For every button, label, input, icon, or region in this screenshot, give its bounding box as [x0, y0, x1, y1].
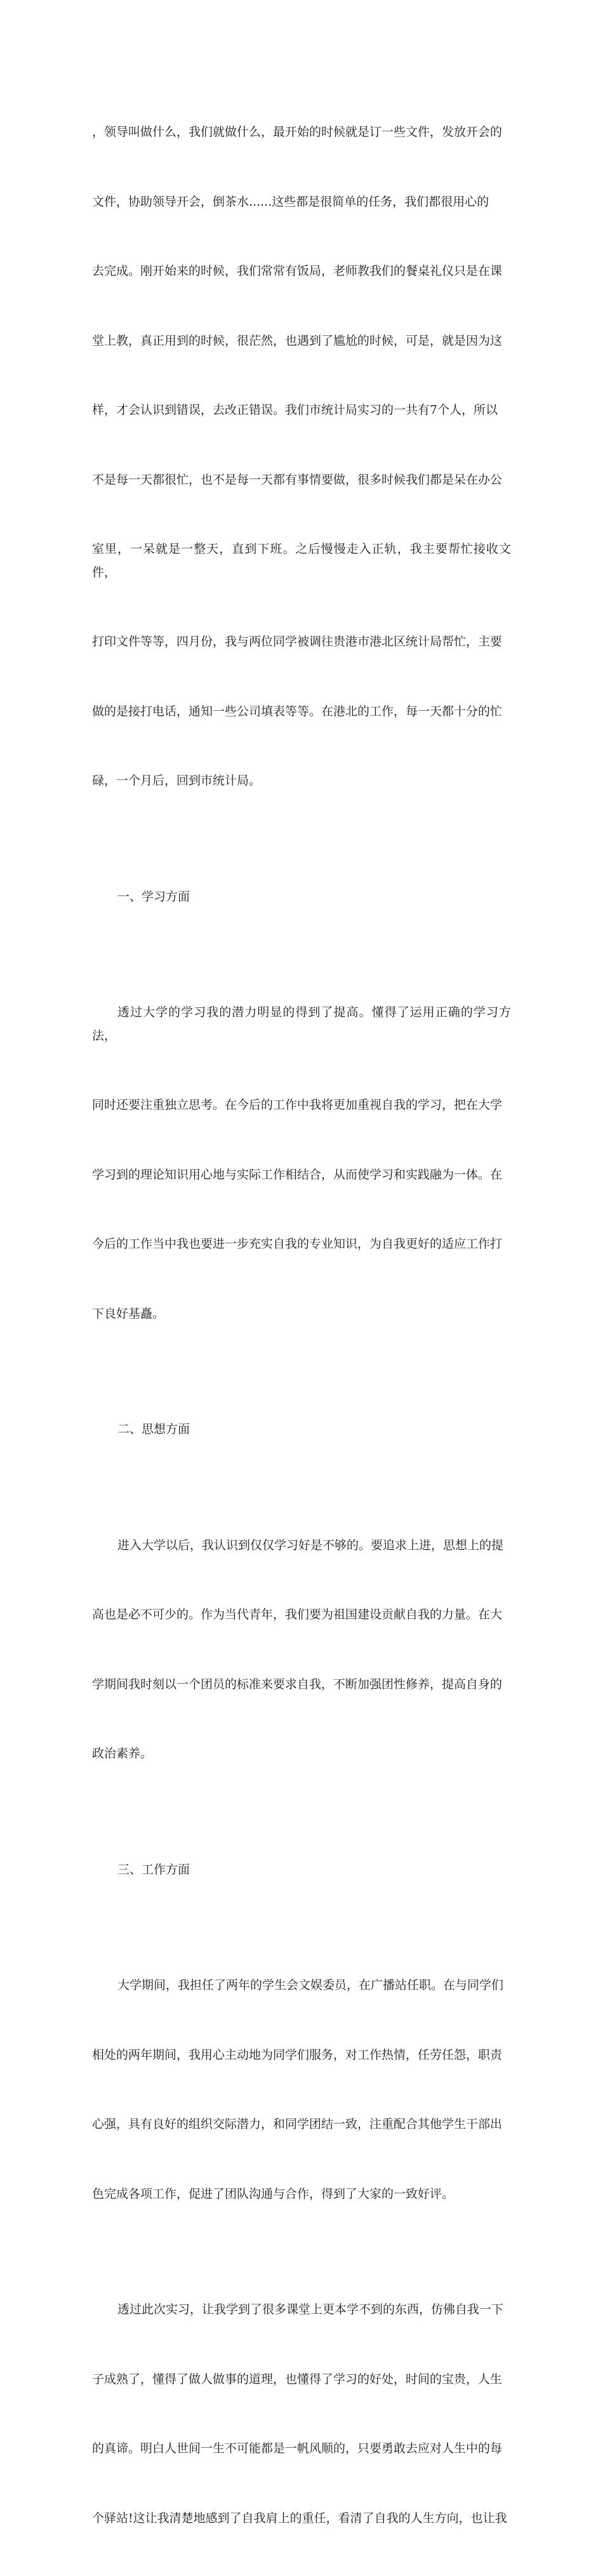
text-line: 学期间我时刻以一个团员的标准来要求自我，不断加强团性修养，提高自身的 — [92, 1677, 503, 1691]
paragraph-study — [92, 954, 511, 1371]
section-heading-thought — [92, 1371, 511, 1488]
text-line: 子成熟了，懂得了做人做事的道理，也懂得了学习的好处，时间的宝贵，人生 — [92, 2372, 503, 2386]
text-line: 学习到的理论知识用心地与实际工作相结合，从而使学习和实践融为一体。在 — [92, 1167, 503, 1182]
paragraph-thought — [92, 1488, 511, 1812]
paragraph-conclusion — [92, 2252, 511, 2576]
text-line: 的真谛。明白人世间一生不可能都是一帆风顺的，只要勇敢去应对人生中的每 — [92, 2441, 503, 2455]
section-heading-work — [92, 1812, 511, 1928]
text-line: 打印文件等等，四月份，我与两位同学被调往贵港市港北区统计局帮忙，主要 — [92, 635, 503, 649]
text-line: 堂上教，真正用到的时候，很茫然，也遇到了尴尬的时候，可是，就是因为这 — [92, 333, 503, 348]
text-line: 政治素养。 — [92, 1747, 153, 1760]
text-line: 进入大学以后，我认识到仅仅学习好是不够的。要追求上进，思想上的提 — [117, 1538, 504, 1552]
text-line: ，领导叫做什么，我们就做什么，最开始的时候就是订一些文件，发放开会的 — [92, 125, 503, 139]
text-line: 透过此次实习，让我学到了很多课堂上更本学不到的东西，仿佛自我一下 — [117, 2302, 504, 2316]
heading-text: 二、思想方面 — [117, 1422, 190, 1436]
text-line: 不是每一天都很忙，也不是每一天都有事情要做，很多时候我们都是呆在办公 — [92, 472, 503, 487]
document-body — [92, 74, 511, 2576]
text-line: 今后的工作当中我也要进一步充实自我的专业知识，为自我更好的适应工作打 — [92, 1237, 503, 1251]
text-line: 大学期间，我担任了两年的学生会文娱委员，在广播站任职。在与同学们 — [117, 1978, 504, 1992]
text-line: 做的是接打电话，通知一些公司填表等等。在港北的工作，每一天都十分的忙 — [92, 704, 503, 718]
heading-text: 三、工作方面 — [117, 1862, 190, 1877]
paragraph-intro-work — [92, 74, 511, 839]
text-line: 心强，具有良好的组织交际潜力，和同学团结一致，注重配合其他学生干部出 — [92, 2117, 503, 2131]
text-line: 下良好基矗。 — [92, 1306, 165, 1321]
text-line: 色完成各项工作，促进了团队沟通与合作，得到了大家的一致好评。 — [92, 2186, 454, 2201]
text-line: 个驿站!这让我清楚地感到了自我肩上的重任，看清了自我的人生方向，也让我 — [92, 2511, 507, 2525]
text-line: 同时还要注重独立思考。在今后的工作中我将更加重视自我的学习，把在大学 — [92, 1098, 503, 1112]
text-line: 碌，一个月后，回到市统计局。 — [92, 774, 262, 788]
text-line: 去完成。刚开始来的时候，我们常常有饭局，老师教我们的餐桌礼仪只是在课 — [92, 264, 503, 278]
text-line: 高也是必不可少的。作为当代青年，我们要为祖国建设贡献自我的力量。在大 — [92, 1608, 503, 1622]
text-line: 室里，一呆就是一整天，直到下班。之后慢慢走入正轨，我主要帮忙接收文件， — [92, 542, 511, 579]
section-heading-study — [92, 839, 511, 955]
text-line: 文件，协助领导开会，倒茶水......这些都是很简单的任务，我们都很用心的 — [92, 194, 489, 209]
text-line: 相处的两年期间，我用心主动地为同学们服务，对工作热情，任劳任怨，职责 — [92, 2047, 503, 2062]
heading-text: 一、学习方面 — [117, 889, 190, 904]
text-line: 透过大学的学习我的潜力明显的得到了提高。懂得了运用正确的学习方法， — [92, 1005, 511, 1043]
paragraph-work — [92, 1927, 511, 2252]
text-line: 样，才会认识到错误，去改正错误。我们市统计局实习的一共有7个人，所以 — [92, 403, 498, 417]
